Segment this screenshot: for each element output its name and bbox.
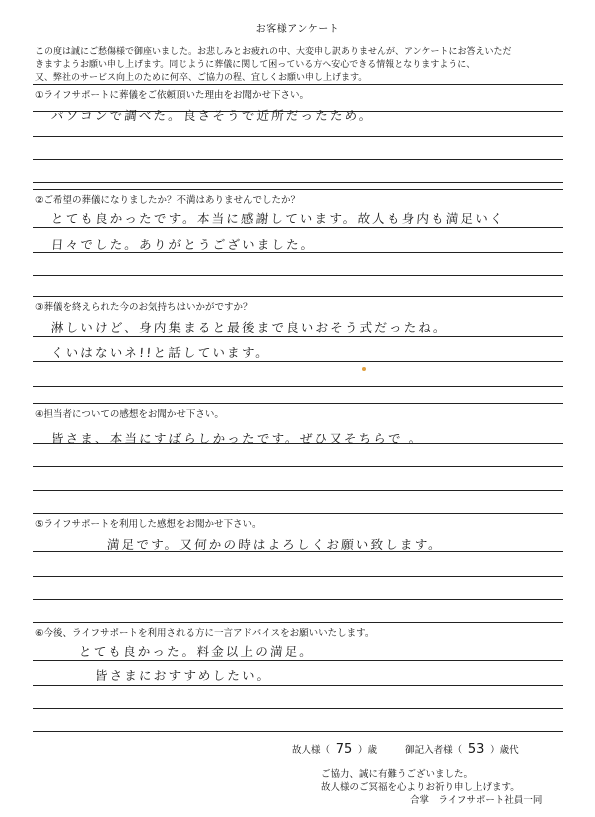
handwritten-answer: くいはないネ!!と話しています。 (50, 345, 271, 360)
intro-line: 又、弊社のサービス向上のために何卒、ご協力の程、宜しくお願い申し上げます。 (35, 73, 368, 83)
prayer-text: 故人様のご冥福を心よりお祈り申し上げます。 (321, 782, 520, 793)
handwritten-answer: 満足です。又何かの時はよろしくお願い致します。 (106, 537, 444, 552)
handwritten-answer: 淋しいけど、身内集まると最後まで良いおそう式だったね。 (50, 320, 449, 335)
question-heading: ⑥今後、ライフサポートを利用される方に一言アドバイスをお願いいたします。 (35, 628, 375, 639)
ink-spot (362, 367, 366, 371)
question-section-3 (33, 296, 563, 406)
writer-age-value: 53 (467, 742, 485, 757)
deceased-age-suffix: ）歳 (358, 745, 378, 756)
age-row (292, 742, 519, 757)
handwritten-answer: とても良かった。料金以上の満足。 (78, 644, 315, 659)
intro-line: きますようお願い申し上げます。同じように葬儀に関して困っている方へ安心できる情報となりますように、 (35, 60, 476, 70)
signature-text: 合掌 ライフサポート社員一同 (410, 795, 543, 806)
question-section-2 (33, 189, 563, 299)
handwritten-answer: とても良かったです。本当に感謝しています。故人も身内も満足いく (50, 211, 506, 226)
question-heading: ①ライフサポートに葬儀をご依頼頂いた理由をお聞かせ下さい。 (35, 90, 309, 101)
handwritten-answer: 皆さま、本当にすばらしかったです。ぜひ又そちらで 。 (50, 431, 425, 446)
handwritten-answer: パソコンで調べた。良さそうで近所だったため。 (50, 108, 375, 123)
intro-line: この度は誠にご愁傷様で御座いました。お悲しみとお疲れの中、大変申し訳ありませんが、アンケートにお答えいただ (35, 47, 512, 57)
question-section-4 (33, 403, 563, 513)
writer-age-suffix: ）歳代 (490, 745, 519, 756)
handwritten-answer: 日々でした。ありがとうございました。 (50, 237, 317, 252)
question-heading: ⑤ライフサポートを利用した感想をお聞かせ下さい。 (35, 519, 262, 530)
deceased-age-label: 故人様（ (292, 745, 331, 756)
question-heading: ④担当者についての感想をお聞かせ下さい。 (35, 409, 224, 420)
writer-age-label: 御記入者様（ (405, 745, 463, 756)
handwritten-answer: 皆さまにおすすめしたい。 (94, 668, 273, 683)
question-heading: ③葬儀を終えられた今のお気持ちはいかがですか？ (35, 302, 253, 313)
question-heading: ②ご希望の葬儀になりましたか？不満はありませんでしたか？ (35, 195, 301, 206)
question-section-5 (33, 513, 563, 623)
question-section-6 (33, 622, 563, 732)
thanks-text: ご協力、誠に有難うございました。 (321, 769, 474, 780)
question-section-1 (33, 84, 563, 194)
deceased-age-value: 75 (335, 742, 353, 757)
intro-text (35, 46, 565, 85)
form-title: お客様アンケート (255, 24, 340, 35)
